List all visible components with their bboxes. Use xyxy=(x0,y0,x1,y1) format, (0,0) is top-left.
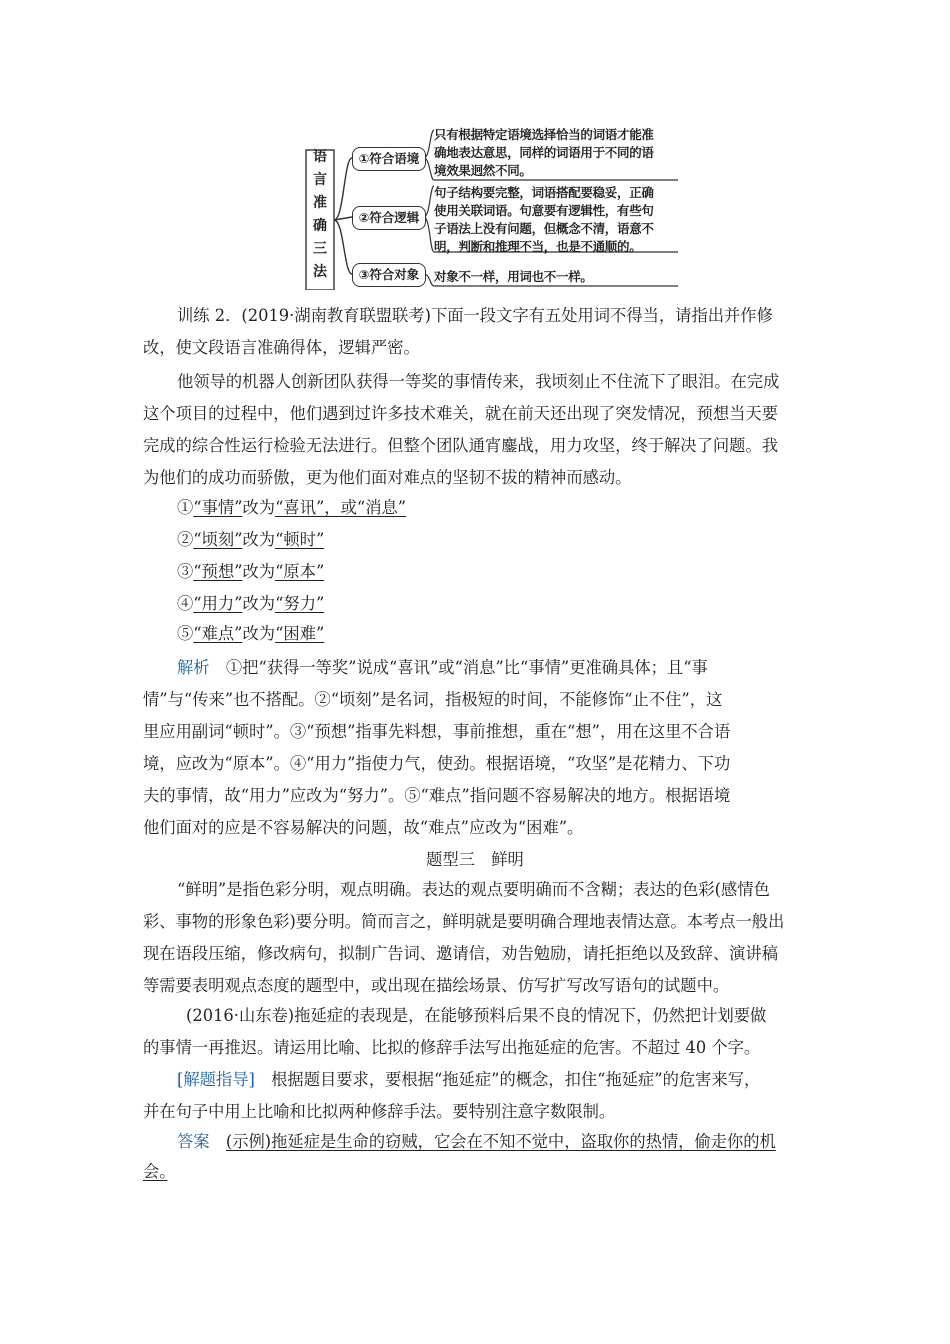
answer-text: 会。 xyxy=(143,1162,168,1181)
analysis-line: 他们面对的应是不容易解决的问题，故“难点”应改为“困难”。 xyxy=(143,818,584,837)
answer-num: ③ xyxy=(177,562,194,581)
answer-item xyxy=(177,560,324,584)
answer-mid: 改为 xyxy=(242,530,276,549)
analysis-line: 境，应改为“原本”。④“用力”指使力气，使劲。根据语境，“攻坚”是花精力、下功 xyxy=(143,754,731,773)
title-char: 法 xyxy=(313,264,327,280)
section-heading: 题型三 鲜明 xyxy=(426,850,524,869)
analysis-line xyxy=(177,656,708,680)
passage-line: 他领导的机器人创新团队获得一等奖的事情传来，我顷刻止不住流下了眼泪。在完成 xyxy=(177,372,780,391)
answer-mid: 改为 xyxy=(242,624,276,643)
guide-line xyxy=(177,1068,760,1092)
node-text-line: 使用关联词语。句意要有逻辑性，有些句 xyxy=(434,203,654,218)
description-line: 现在语段压缩，修改病句，拟制广告词、邀请信，劝告勉励，请托拒绝以及致辞、演讲稿 xyxy=(143,944,778,963)
node-text-line: 子语法上没有问题，但概念不清，语意不 xyxy=(434,221,654,236)
description-line: “鲜明”是指色彩分明，观点明确。表达的观点要明确而不含糊；表达的色彩(感情色 xyxy=(177,880,770,899)
answer-text: (示例)拖延症是生命的窃贼，它会在不知不觉中，盗取你的热情，偷走你的机 xyxy=(225,1132,776,1151)
answer-from: “用力” xyxy=(193,594,243,613)
answer-to: “努力” xyxy=(275,594,325,613)
title-char: 言 xyxy=(313,172,327,188)
answer-to: “原本” xyxy=(275,562,325,581)
title-char: 三 xyxy=(313,241,327,257)
answer-item xyxy=(177,528,324,552)
passage-line: 这个项目的过程中，他们遇到过许多技术难关，就在前天还出现了突发情况，预想当天要 xyxy=(143,404,778,423)
answer-line xyxy=(177,1130,776,1154)
answer-from: “预想” xyxy=(193,562,243,581)
node-text-line: 只有根据特定语境选择恰当的词语才能准 xyxy=(434,127,654,142)
passage-line: 为他们的成功而骄傲，更为他们面对难点的坚韧不拔的精神而感动。 xyxy=(143,468,632,487)
analysis-line: 里应用副词“顿时”。③“预想”指事先料想，事前推想，重在“想”，用在这里不合语 xyxy=(143,722,731,741)
node-audience: ③符合对象 xyxy=(352,263,426,287)
answer-label: 答案 xyxy=(177,1132,210,1151)
answer-from: “事情” xyxy=(193,498,243,517)
answer-num: ④ xyxy=(177,594,194,613)
analysis-text: ①把“获得一等奖”说成“喜讯”或“消息”比“事情”更准确具体；且“事 xyxy=(225,658,708,677)
node-context: ①符合语境 xyxy=(352,147,426,171)
answer-mid: 改为 xyxy=(242,562,276,581)
title-char: 准 xyxy=(313,195,327,211)
guide-text: 根据题目要求，要根据“拖延症”的概念，扣住“拖延症”的危害来写， xyxy=(271,1070,761,1089)
answer-from: “难点” xyxy=(193,624,243,643)
guide-line: 并在句子中用上比喻和比拟两种修辞手法。要特别注意字数限制。 xyxy=(143,1102,616,1121)
node-text-line: 确地表达意思，同样的词语用于不同的语 xyxy=(434,145,654,160)
answer-mid: 改为 xyxy=(242,498,276,517)
example-line: 的事情一再推迟。请运用比喻、比拟的修辞手法写出拖延症的危害。不超过 40 个字。 xyxy=(143,1038,761,1057)
title-char: 语 xyxy=(313,149,327,165)
answer-item xyxy=(177,622,324,646)
example-line: (2016·山东卷)拖延症的表现是，在能够预料后果不良的情况下，仍然把计划要做 xyxy=(186,1006,767,1025)
node-logic: ②符合逻辑 xyxy=(352,206,426,230)
diagram-vertical-title xyxy=(308,146,332,294)
description-line: 等需要表明观点态度的题型中，或出现在描绘场景、仿写扩写改写语句的试题中。 xyxy=(143,976,730,995)
concept-diagram xyxy=(300,120,690,290)
node-logic-text xyxy=(434,184,680,256)
question-line: 训练 2．(2019·湖南教育联盟联考)下面一段文字有五处用词不得当，请指出并作修 xyxy=(177,306,773,325)
answer-item xyxy=(177,592,324,616)
node-text-line: 明，判断和推理不当，也是不通顺的。 xyxy=(434,239,642,254)
answer-to: “顿时” xyxy=(275,530,325,549)
answer-num: ② xyxy=(177,530,194,549)
node-audience-text xyxy=(434,268,680,286)
answer-mid: 改为 xyxy=(242,594,276,613)
question-line: 改，使文段语言准确得体，逻辑严密。 xyxy=(143,338,420,357)
node-text-line: 句子结构要完整，词语搭配要稳妥，正确 xyxy=(434,185,654,200)
answer-line xyxy=(143,1160,184,1184)
answer-item xyxy=(177,496,406,520)
guide-label: [解题指导] xyxy=(177,1070,255,1089)
node-text-line: 对象不一样，用词也不一样。 xyxy=(434,269,593,284)
title-char: 确 xyxy=(313,218,327,234)
answer-num: ⑤ xyxy=(177,624,194,643)
analysis-line: 夫的事情，故“用力”应改为“努力”。⑤“难点”指问题不容易解决的地方。根据语境 xyxy=(143,786,731,805)
node-text-line: 境效果迥然不同。 xyxy=(434,163,532,178)
answer-to: “喜讯”，或“消息” xyxy=(275,498,407,517)
answer-from: “顷刻” xyxy=(193,530,243,549)
description-line: 彩、事物的形象色彩)要分明。简而言之，鲜明就是要明确合理地表情达意。本考点一般出 xyxy=(143,912,785,931)
answer-num: ① xyxy=(177,498,194,517)
answer-to: “困难” xyxy=(275,624,325,643)
passage-line: 完成的综合性运行检验无法进行。但整个团队通宵鏖战，用力攻坚，终于解决了问题。我 xyxy=(143,436,778,455)
node-context-text xyxy=(434,126,680,180)
analysis-label: 解析 xyxy=(177,658,210,677)
analysis-line: 情”与“传来”也不搭配。②“顷刻”是名词，指极短的时间，不能修饰“止不住”，这 xyxy=(143,690,723,709)
